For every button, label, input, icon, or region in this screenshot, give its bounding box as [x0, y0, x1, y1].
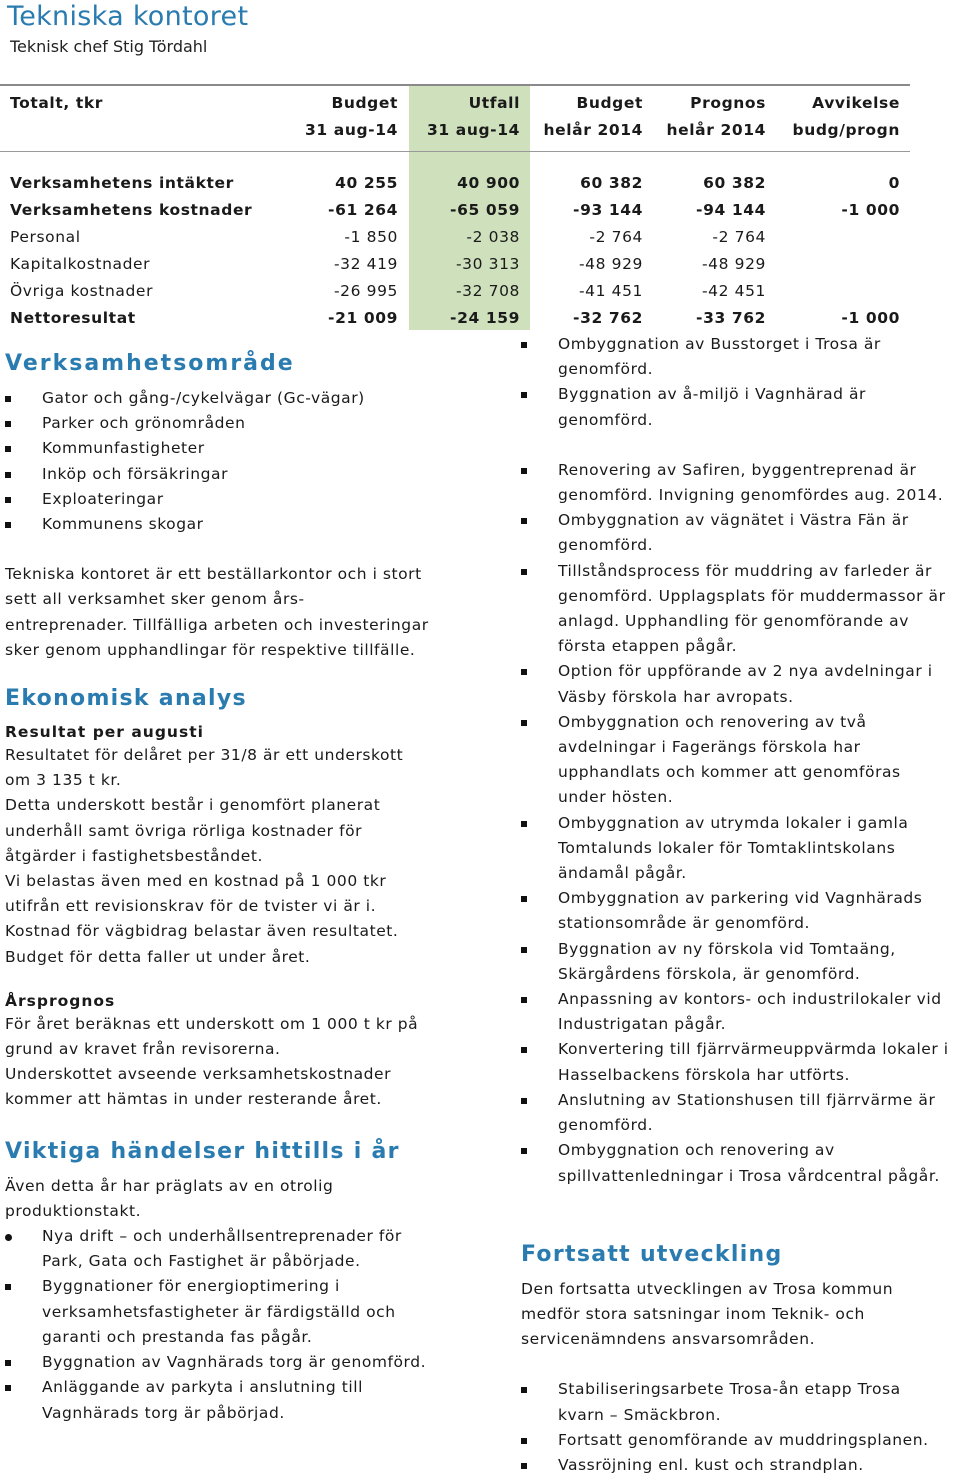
square-bullet-icon	[521, 342, 527, 348]
text-line: åtgärder i fastighetsbeståndet.	[5, 846, 263, 865]
list-item-text: genomförd. Upplagsplats för muddermassor är	[558, 586, 946, 605]
row-value: -24 159	[450, 309, 520, 327]
list-item-text: Nya drift – och underhållsentreprenader för	[42, 1227, 402, 1246]
list-item	[521, 508, 960, 558]
list-item-text: Exploateringar	[42, 489, 164, 508]
row-label: Personal	[10, 228, 81, 246]
list-item	[5, 1274, 505, 1350]
list-item-text: Renovering av Safiren, byggentreprenad är	[558, 460, 917, 479]
row-value: 60 382	[580, 174, 643, 192]
row-value: -32 762	[573, 309, 643, 327]
text-line: Tekniska kontoret är ett beställarkontor och i stort	[5, 565, 422, 584]
square-bullet-icon	[5, 421, 11, 427]
row-value: -2 038	[466, 228, 520, 246]
square-bullet-icon	[521, 468, 527, 474]
header-cell: Utfall	[468, 94, 520, 112]
row-value: -48 929	[701, 255, 766, 273]
list-item	[521, 458, 960, 508]
text-line: produktionstakt.	[5, 1201, 142, 1220]
list-item-text: Konvertering till fjärrvärmeuppvärmda lokaler i	[558, 1040, 949, 1059]
square-bullet-icon	[5, 1360, 11, 1366]
list-item-text: Gator och gång-/cykelvägar (Gc-vägar)	[42, 389, 365, 407]
list-item-text: Kommunfastigheter	[42, 439, 205, 458]
verksamhet-list	[5, 386, 505, 537]
list-item-text: Skärgårdens förskola, är genomförd.	[558, 964, 861, 983]
list-item	[521, 659, 960, 709]
list-item	[521, 1138, 960, 1188]
list-item-text: Parker och grönområden	[42, 414, 246, 433]
list-item-text: första etappen pågår.	[558, 637, 738, 656]
list-item	[5, 512, 505, 537]
list-item-text: Ombyggnation av Busstorget i Trosa är	[558, 335, 881, 353]
square-bullet-icon	[521, 569, 527, 575]
square-bullet-icon	[521, 1148, 527, 1154]
row-value: -30 313	[455, 255, 520, 273]
list-item-text: avdelningar i Fagerängs förskola har	[558, 738, 861, 757]
header-cell: 31 aug-14	[305, 121, 398, 139]
list-item	[521, 811, 960, 887]
row-label: Verksamhetens intäkter	[10, 174, 234, 192]
text-line: sett all verksamhet sker genom års-	[5, 590, 305, 609]
row-label: Nettoresultat	[10, 309, 136, 327]
arsprognos-heading: Årsprognos	[5, 991, 116, 1010]
list-item-text: Vagnhärads torg är påbörjad.	[42, 1403, 285, 1422]
list-item	[521, 1377, 960, 1427]
list-item	[5, 462, 505, 487]
text-line: grund av kravet från revisorerna.	[5, 1040, 281, 1059]
fortsatt-heading: Fortsatt utveckling	[521, 1241, 783, 1267]
text-line: Underskottet avseende verksamhetskostnader	[5, 1065, 392, 1084]
header-cell: Totalt, tkr	[10, 94, 104, 112]
list-item-text: garanti och prestanda fas pågår.	[42, 1327, 313, 1346]
text-line: Detta underskott består i genomfört planerat	[5, 796, 381, 815]
list-item	[521, 1088, 960, 1138]
row-value: -93 144	[573, 201, 643, 219]
list-item	[521, 382, 960, 432]
row-value: -33 762	[696, 309, 766, 327]
row-label: Kapitalkostnader	[10, 255, 151, 273]
list-item	[5, 411, 505, 436]
row-value: -61 264	[328, 201, 398, 219]
list-item-text: Vassröjning enl. kust och strandplan.	[558, 1455, 864, 1474]
square-bullet-icon	[521, 518, 527, 524]
square-bullet-icon	[521, 669, 527, 675]
table-header-row-1	[0, 90, 910, 117]
text-line: kommer att hämtas in under resterande året.	[5, 1090, 382, 1109]
list-item-text: Ombyggnation av parkering vid Vagnhärads	[558, 889, 923, 908]
list-item-text: Byggnation av Vagnhärads torg är genomförd.	[42, 1353, 427, 1372]
square-bullet-icon	[521, 1098, 527, 1104]
fortsatt-paragraph	[521, 1277, 960, 1353]
list-item	[521, 937, 960, 987]
text-line: servicenämndens ansvarsområden.	[521, 1330, 816, 1349]
row-value: -41 451	[578, 282, 643, 300]
list-item	[521, 1428, 960, 1453]
list-item	[521, 886, 960, 936]
list-item-text: Byggnationer för energioptimering i	[42, 1277, 340, 1296]
list-item-text: verksamhetsfastigheter är färdigställd och	[42, 1302, 396, 1321]
list-item	[521, 559, 960, 660]
list-item-text: Anslutning av Stationshusen till fjärrvärme är	[558, 1090, 936, 1109]
list-item-text: Anläggande av parkyta i anslutning till	[42, 1378, 363, 1397]
square-bullet-icon	[521, 896, 527, 902]
round-bullet-icon	[5, 1234, 12, 1241]
row-value: 60 382	[703, 174, 766, 192]
list-item-text: Option för uppförande av 2 nya avdelningar i	[558, 662, 933, 681]
list-item-text: Ombyggnation av utrymda lokaler i gamla	[558, 813, 909, 832]
list-item-text: Inköp och försäkringar	[42, 464, 228, 483]
header-cell: helår 2014	[666, 121, 766, 139]
list-item-text: Tillståndsprocess för muddring av farleder är	[558, 561, 932, 580]
arsprognos-paragraph	[5, 1012, 505, 1113]
text-line: Resultatet för delåret per 31/8 är ett underskott	[5, 746, 404, 765]
page-title: Tekniska kontoret	[7, 1, 249, 32]
resultat-paragraph	[5, 743, 505, 970]
list-item-text: ändamål pågår.	[558, 864, 687, 883]
header-cell: 31 aug-14	[427, 121, 520, 139]
list-item	[521, 1453, 960, 1478]
list-item-text: genomförd. Invigning genomfördes aug. 2014.	[558, 486, 944, 505]
square-bullet-icon	[5, 396, 11, 402]
square-bullet-icon	[5, 446, 11, 452]
left-column	[5, 350, 505, 1426]
resultat-heading: Resultat per augusti	[5, 723, 204, 742]
table-header-rule	[0, 151, 910, 152]
row-label: Verksamhetens kostnader	[10, 201, 253, 219]
list-item-text: kvarn – Smäckbron.	[558, 1405, 722, 1424]
header-cell: Avvikelse	[812, 94, 900, 112]
square-bullet-icon	[5, 1284, 11, 1290]
text-line: Kostnad för vägbidrag belastar även resultatet.	[5, 922, 399, 941]
row-value: -2 764	[589, 228, 643, 246]
list-item-text: genomförd.	[558, 360, 654, 379]
square-bullet-icon	[521, 947, 527, 953]
text-line: För året beräknas ett underskott om 1 000 t kr på	[5, 1014, 419, 1033]
row-value: -26 995	[333, 282, 398, 300]
verksamhet-heading: Verksamhetsområde	[5, 351, 295, 376]
square-bullet-icon	[521, 1387, 527, 1393]
table-row	[0, 224, 910, 251]
table-header-row-2	[0, 117, 910, 144]
list-item	[521, 710, 960, 811]
square-bullet-icon	[521, 1463, 527, 1469]
header-cell: Budget	[576, 94, 643, 112]
square-bullet-icon	[5, 522, 11, 528]
list-item-text: Fortsatt genomförande av muddringsplanen.	[558, 1430, 929, 1449]
square-bullet-icon	[521, 1047, 527, 1053]
list-item	[521, 987, 960, 1037]
table-top-rule	[0, 84, 910, 86]
square-bullet-icon	[521, 720, 527, 726]
list-item-text: Byggnation av å-miljö i Vagnhärad är	[558, 385, 866, 404]
events-list	[521, 332, 960, 1189]
page-subtitle: Teknisk chef Stig Tördahl	[10, 37, 208, 56]
row-value: 40 900	[457, 174, 520, 192]
row-value: -21 009	[328, 309, 398, 327]
list-item-text: Byggnation av ny förskola vid Tomtaäng,	[558, 939, 896, 958]
text-line: medför stora satsningar inom Teknik- och	[521, 1304, 865, 1323]
table-row	[0, 197, 910, 224]
list-item-text: genomförd.	[558, 410, 654, 429]
square-bullet-icon	[5, 1385, 11, 1391]
row-value: -94 144	[696, 201, 766, 219]
list-item	[5, 1375, 505, 1425]
header-cell: helår 2014	[543, 121, 643, 139]
text-line: om 3 135 t kr.	[5, 771, 122, 790]
list-item	[521, 1037, 960, 1087]
list-item-text: Tomtalunds lokaler för Tomtaklintskolans	[558, 838, 896, 857]
text-line: Den fortsatta utvecklingen av Trosa kommun	[521, 1279, 894, 1298]
row-value: -1 000	[841, 309, 900, 327]
text-line: Även detta år har präglats av en otrolig	[5, 1176, 334, 1195]
text-line: Vi belastas även med en kostnad på 1 000 tkr	[5, 872, 387, 891]
list-item-text: stationsområde är genomförd.	[558, 914, 810, 933]
row-value: -2 764	[712, 228, 766, 246]
row-value: -42 451	[701, 282, 766, 300]
table-row	[0, 251, 910, 278]
list-item-text: spillvattenledningar i Trosa vårdcentral pågår.	[558, 1166, 940, 1185]
row-value: -1 850	[344, 228, 398, 246]
viktiga-intro	[5, 1174, 505, 1224]
list-item	[5, 1224, 505, 1274]
list-item-text: Ombyggnation av vägnätet i Västra Fän är	[558, 511, 909, 530]
square-bullet-icon	[521, 997, 527, 1003]
text-line: entreprenader. Tillfälliga arbeten och investeringar	[5, 615, 429, 634]
list-item	[5, 1350, 505, 1375]
square-bullet-icon	[5, 497, 11, 503]
list-item-text: Väsby förskola har avropats.	[558, 687, 794, 706]
list-item-text: Industrigatan pågår.	[558, 1015, 727, 1034]
row-value: -32 419	[333, 255, 398, 273]
text-line: utifrån ett revisionskrav för de tvister vi är i.	[5, 897, 377, 916]
list-item-text: anlagd. Upphandling för genomförande av	[558, 612, 909, 631]
list-item-text: Stabiliseringsarbete Trosa-ån etapp Trosa	[558, 1380, 901, 1399]
square-bullet-icon	[5, 472, 11, 478]
list-item	[5, 436, 505, 461]
header-cell: Prognos	[690, 94, 766, 112]
list-item-text: Kommunens skogar	[42, 515, 204, 534]
square-bullet-icon	[521, 392, 527, 398]
table-row	[0, 170, 910, 197]
row-value: -32 708	[455, 282, 520, 300]
row-value: -65 059	[450, 201, 520, 219]
list-item	[5, 487, 505, 512]
fortsatt-list	[521, 1377, 960, 1478]
list-item-text: Hasselbackens förskola har utförts.	[558, 1065, 850, 1084]
row-value: -48 929	[578, 255, 643, 273]
table-row	[0, 278, 910, 305]
list-item	[5, 386, 505, 411]
list-item-text: Park, Gata och Fastighet är påbörjade.	[42, 1252, 361, 1271]
row-value: 0	[888, 174, 900, 192]
list-item-text: genomförd.	[558, 1116, 654, 1135]
intro-paragraph	[5, 562, 505, 663]
list-item-text: Ombyggnation och renovering av två	[558, 712, 867, 731]
text-line: sker genom upphandlingar för respektive tillfälle.	[5, 640, 416, 659]
text-line: Budget för detta faller ut under året.	[5, 947, 311, 966]
list-item-text: Ombyggnation och renovering av	[558, 1141, 835, 1160]
ekonomisk-heading: Ekonomisk analys	[5, 686, 247, 712]
viktiga-heading: Viktiga händelser hittills i år	[5, 1138, 400, 1164]
list-item	[521, 332, 960, 382]
viktiga-list	[5, 1224, 505, 1426]
row-label: Övriga kostnader	[10, 282, 154, 300]
list-item-text: Anpassning av kontors- och industrilokaler vid	[558, 990, 942, 1009]
list-item-text: under hösten.	[558, 788, 674, 807]
right-column	[521, 332, 960, 1478]
header-cell: Budget	[331, 94, 398, 112]
row-value: -1 000	[841, 201, 900, 219]
header-cell: budg/progn	[792, 121, 900, 139]
row-value: 40 255	[335, 174, 398, 192]
text-line: underhåll samt övriga rörliga kostnader för	[5, 821, 363, 840]
table-row	[0, 305, 910, 332]
list-item-text: genomförd.	[558, 536, 654, 555]
square-bullet-icon	[521, 821, 527, 827]
list-item-text: upphandlats och kommer att genomföras	[558, 763, 901, 782]
square-bullet-icon	[521, 1438, 527, 1444]
